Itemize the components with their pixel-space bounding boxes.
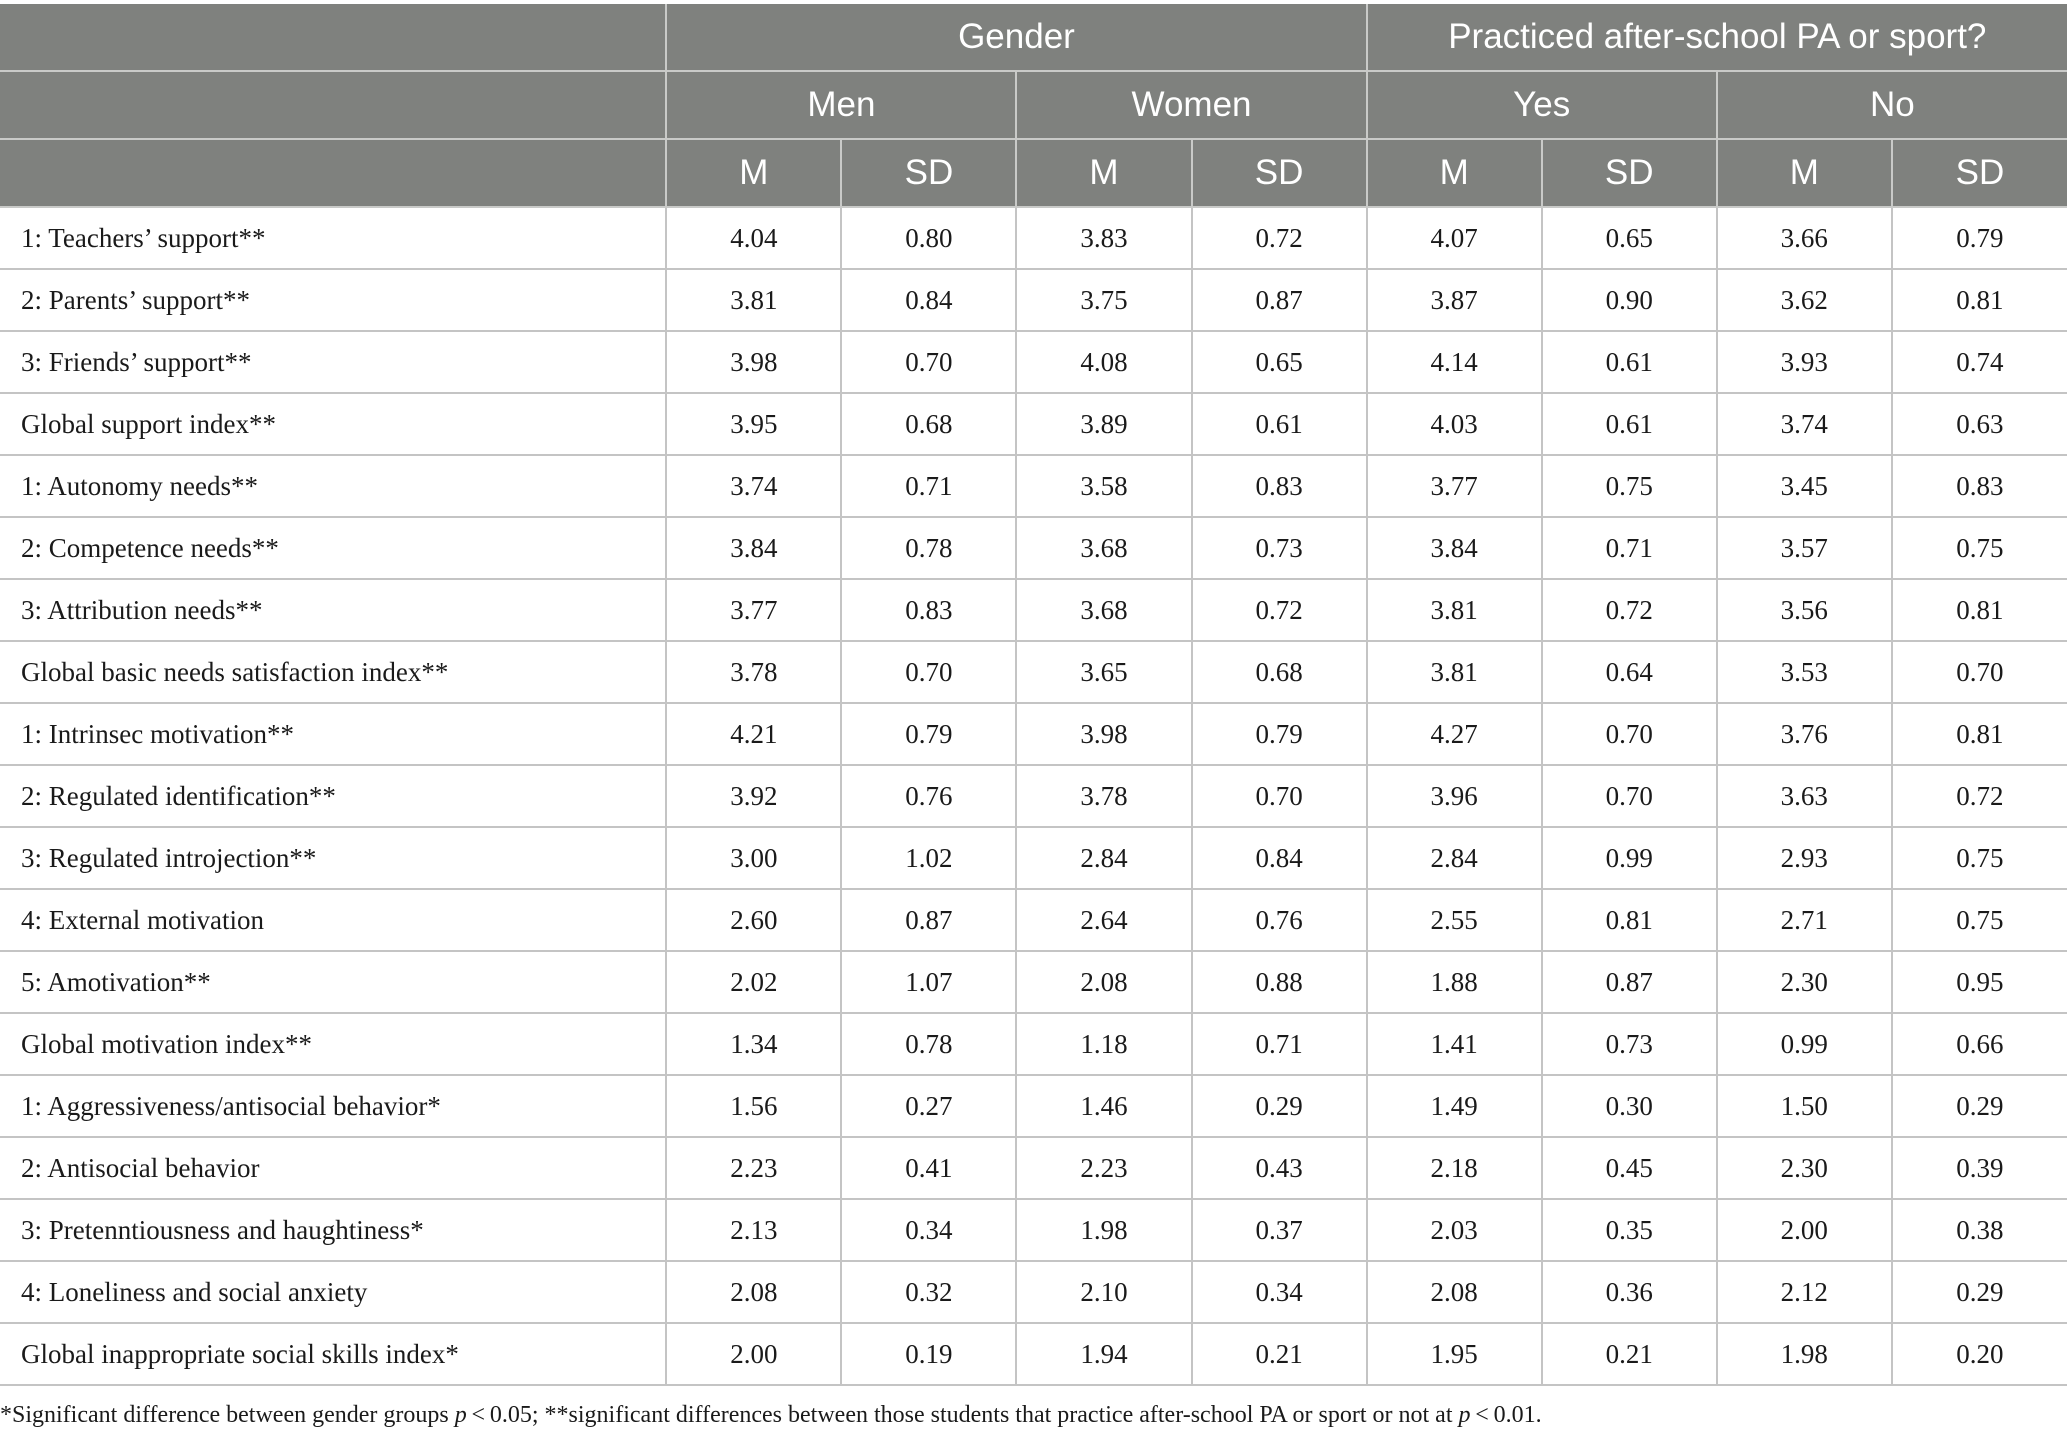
cell-mean: 2.55 xyxy=(1367,889,1542,951)
row-label: 3: Friends’ support** xyxy=(0,331,666,393)
cell-sd: 0.32 xyxy=(841,1261,1016,1323)
cell-sd: 0.81 xyxy=(1892,269,2067,331)
row-label: Global basic needs satisfaction index** xyxy=(0,641,666,703)
cell-sd: 0.71 xyxy=(841,455,1016,517)
cell-sd: 0.20 xyxy=(1892,1323,2067,1385)
header-row-stats xyxy=(0,139,2067,207)
footnote-text: *Significant difference between gender groups xyxy=(0,1402,455,1428)
cell-sd: 0.37 xyxy=(1192,1199,1367,1261)
cell-mean: 4.27 xyxy=(1367,703,1542,765)
cell-sd: 0.81 xyxy=(1892,579,2067,641)
row-label: 2: Regulated identification** xyxy=(0,765,666,827)
cell-sd: 0.61 xyxy=(1542,393,1717,455)
cell-mean: 3.57 xyxy=(1717,517,1892,579)
cell-sd: 0.76 xyxy=(1192,889,1367,951)
cell-mean: 2.93 xyxy=(1717,827,1892,889)
cell-mean: 1.95 xyxy=(1367,1323,1542,1385)
cell-sd: 0.99 xyxy=(1542,827,1717,889)
cell-mean: 3.77 xyxy=(1367,455,1542,517)
cell-mean: 4.14 xyxy=(1367,331,1542,393)
table-row xyxy=(0,1075,2067,1137)
cell-sd: 0.88 xyxy=(1192,951,1367,1013)
cell-sd: 0.45 xyxy=(1542,1137,1717,1199)
header-m: M xyxy=(1367,139,1542,207)
cell-sd: 0.71 xyxy=(1542,517,1717,579)
cell-mean: 3.84 xyxy=(666,517,841,579)
cell-sd: 0.78 xyxy=(841,1013,1016,1075)
footnote-text: < 0.05; **significant differences between those students that practice after-school PA or sport or not at xyxy=(466,1402,1459,1428)
row-label: 1: Intrinsec motivation** xyxy=(0,703,666,765)
cell-sd: 0.61 xyxy=(1192,393,1367,455)
cell-mean: 1.50 xyxy=(1717,1075,1892,1137)
header-row-subgroups xyxy=(0,71,2067,139)
cell-sd: 0.90 xyxy=(1542,269,1717,331)
cell-mean: 3.74 xyxy=(1717,393,1892,455)
header-sd: SD xyxy=(1892,139,2067,207)
row-label: Global support index** xyxy=(0,393,666,455)
cell-sd: 0.81 xyxy=(1892,703,2067,765)
cell-mean: 2.03 xyxy=(1367,1199,1542,1261)
table-row xyxy=(0,1261,2067,1323)
cell-sd: 0.95 xyxy=(1892,951,2067,1013)
header-sd: SD xyxy=(1192,139,1367,207)
cell-mean: 2.08 xyxy=(1016,951,1191,1013)
cell-sd: 0.43 xyxy=(1192,1137,1367,1199)
cell-mean: 3.58 xyxy=(1016,455,1191,517)
cell-mean: 2.00 xyxy=(666,1323,841,1385)
table-body xyxy=(0,207,2067,1385)
header-men: Men xyxy=(666,71,1016,139)
cell-sd: 0.83 xyxy=(841,579,1016,641)
cell-sd: 0.72 xyxy=(1892,765,2067,827)
cell-mean: 3.95 xyxy=(666,393,841,455)
cell-mean: 3.63 xyxy=(1717,765,1892,827)
cell-sd: 0.29 xyxy=(1892,1075,2067,1137)
cell-sd: 0.79 xyxy=(1892,207,2067,269)
cell-mean: 1.18 xyxy=(1016,1013,1191,1075)
cell-sd: 0.84 xyxy=(1192,827,1367,889)
cell-mean: 2.71 xyxy=(1717,889,1892,951)
cell-mean: 2.00 xyxy=(1717,1199,1892,1261)
cell-mean: 3.96 xyxy=(1367,765,1542,827)
table-row xyxy=(0,579,2067,641)
cell-mean: 3.74 xyxy=(666,455,841,517)
cell-sd: 1.07 xyxy=(841,951,1016,1013)
cell-mean: 1.98 xyxy=(1016,1199,1191,1261)
cell-mean: 3.87 xyxy=(1367,269,1542,331)
cell-mean: 1.94 xyxy=(1016,1323,1191,1385)
cell-mean: 3.53 xyxy=(1717,641,1892,703)
cell-sd: 0.72 xyxy=(1192,207,1367,269)
cell-mean: 3.89 xyxy=(1016,393,1191,455)
cell-sd: 0.29 xyxy=(1892,1261,2067,1323)
table-row xyxy=(0,331,2067,393)
header-sd: SD xyxy=(841,139,1016,207)
table-row xyxy=(0,641,2067,703)
row-label: 3: Pretenntiousness and haughtiness* xyxy=(0,1199,666,1261)
cell-mean: 3.92 xyxy=(666,765,841,827)
cell-sd: 0.66 xyxy=(1892,1013,2067,1075)
cell-sd: 0.35 xyxy=(1542,1199,1717,1261)
cell-sd: 0.83 xyxy=(1192,455,1367,517)
cell-sd: 0.34 xyxy=(841,1199,1016,1261)
cell-sd: 0.70 xyxy=(1892,641,2067,703)
cell-mean: 2.18 xyxy=(1367,1137,1542,1199)
cell-sd: 0.73 xyxy=(1542,1013,1717,1075)
cell-sd: 0.79 xyxy=(841,703,1016,765)
cell-mean: 3.78 xyxy=(1016,765,1191,827)
table-row xyxy=(0,1199,2067,1261)
header-practiced-pa: Practiced after-school PA or sport? xyxy=(1367,4,2067,71)
table-row xyxy=(0,889,2067,951)
row-label: 1: Autonomy needs** xyxy=(0,455,666,517)
row-label: 1: Teachers’ support** xyxy=(0,207,666,269)
cell-sd: 0.81 xyxy=(1542,889,1717,951)
cell-mean: 3.93 xyxy=(1717,331,1892,393)
row-label: 3: Attribution needs** xyxy=(0,579,666,641)
cell-sd: 0.72 xyxy=(1542,579,1717,641)
cell-sd: 0.61 xyxy=(1542,331,1717,393)
cell-sd: 0.41 xyxy=(841,1137,1016,1199)
cell-sd: 0.30 xyxy=(1542,1075,1717,1137)
cell-mean: 2.23 xyxy=(666,1137,841,1199)
row-label: 3: Regulated introjection** xyxy=(0,827,666,889)
row-label: 2: Antisocial behavior xyxy=(0,1137,666,1199)
cell-mean: 2.08 xyxy=(1367,1261,1542,1323)
cell-sd: 0.36 xyxy=(1542,1261,1717,1323)
cell-sd: 0.87 xyxy=(1192,269,1367,331)
table-row xyxy=(0,765,2067,827)
cell-sd: 0.39 xyxy=(1892,1137,2067,1199)
header-no: No xyxy=(1717,71,2067,139)
cell-sd: 0.74 xyxy=(1892,331,2067,393)
cell-sd: 0.70 xyxy=(841,641,1016,703)
cell-mean: 1.49 xyxy=(1367,1075,1542,1137)
cell-sd: 0.68 xyxy=(841,393,1016,455)
cell-sd: 0.29 xyxy=(1192,1075,1367,1137)
cell-mean: 2.64 xyxy=(1016,889,1191,951)
cell-sd: 0.76 xyxy=(841,765,1016,827)
row-label: 4: External motivation xyxy=(0,889,666,951)
cell-mean: 3.98 xyxy=(1016,703,1191,765)
cell-sd: 0.87 xyxy=(841,889,1016,951)
cell-mean: 1.88 xyxy=(1367,951,1542,1013)
cell-sd: 0.21 xyxy=(1192,1323,1367,1385)
row-label: Global inappropriate social skills index* xyxy=(0,1323,666,1385)
cell-mean: 4.21 xyxy=(666,703,841,765)
row-label: 2: Parents’ support** xyxy=(0,269,666,331)
cell-mean: 3.66 xyxy=(1717,207,1892,269)
cell-mean: 3.65 xyxy=(1016,641,1191,703)
header-sd: SD xyxy=(1542,139,1717,207)
footnote-p-symbol: p xyxy=(454,1402,467,1428)
table-row xyxy=(0,703,2067,765)
row-label: Global motivation index** xyxy=(0,1013,666,1075)
table-row xyxy=(0,207,2067,269)
cell-mean: 2.08 xyxy=(666,1261,841,1323)
cell-mean: 3.68 xyxy=(1016,517,1191,579)
cell-mean: 2.23 xyxy=(1016,1137,1191,1199)
table-row xyxy=(0,455,2067,517)
cell-mean: 0.99 xyxy=(1717,1013,1892,1075)
cell-sd: 0.87 xyxy=(1542,951,1717,1013)
header-yes: Yes xyxy=(1367,71,1717,139)
header-corner xyxy=(0,4,666,71)
cell-mean: 1.98 xyxy=(1717,1323,1892,1385)
row-label: 5: Amotivation** xyxy=(0,951,666,1013)
table-row xyxy=(0,269,2067,331)
cell-mean: 3.68 xyxy=(1016,579,1191,641)
cell-sd: 0.70 xyxy=(841,331,1016,393)
header-women: Women xyxy=(1016,71,1366,139)
cell-sd: 0.75 xyxy=(1542,455,1717,517)
header-row-groups xyxy=(0,4,2067,71)
cell-sd: 0.65 xyxy=(1542,207,1717,269)
cell-mean: 2.84 xyxy=(1367,827,1542,889)
table-row xyxy=(0,1013,2067,1075)
table-footnote xyxy=(0,1402,1542,1429)
cell-sd: 0.80 xyxy=(841,207,1016,269)
cell-sd: 1.02 xyxy=(841,827,1016,889)
cell-sd: 0.70 xyxy=(1542,765,1717,827)
cell-sd: 0.79 xyxy=(1192,703,1367,765)
cell-sd: 0.65 xyxy=(1192,331,1367,393)
cell-sd: 0.71 xyxy=(1192,1013,1367,1075)
cell-mean: 2.60 xyxy=(666,889,841,951)
cell-mean: 3.77 xyxy=(666,579,841,641)
cell-sd: 0.75 xyxy=(1892,517,2067,579)
table-header xyxy=(0,4,2067,207)
row-label: 2: Competence needs** xyxy=(0,517,666,579)
cell-mean: 4.04 xyxy=(666,207,841,269)
cell-sd: 0.78 xyxy=(841,517,1016,579)
row-label: 4: Loneliness and social anxiety xyxy=(0,1261,666,1323)
cell-mean: 4.08 xyxy=(1016,331,1191,393)
footnote-text: < 0.01. xyxy=(1470,1402,1542,1428)
cell-mean: 1.34 xyxy=(666,1013,841,1075)
table-row xyxy=(0,1323,2067,1385)
cell-sd: 0.38 xyxy=(1892,1199,2067,1261)
header-m: M xyxy=(666,139,841,207)
cell-mean: 3.83 xyxy=(1016,207,1191,269)
cell-mean: 2.10 xyxy=(1016,1261,1191,1323)
cell-mean: 2.02 xyxy=(666,951,841,1013)
cell-sd: 0.34 xyxy=(1192,1261,1367,1323)
cell-mean: 1.56 xyxy=(666,1075,841,1137)
cell-mean: 3.56 xyxy=(1717,579,1892,641)
cell-mean: 3.62 xyxy=(1717,269,1892,331)
cell-mean: 3.81 xyxy=(1367,641,1542,703)
table-row xyxy=(0,951,2067,1013)
cell-sd: 0.63 xyxy=(1892,393,2067,455)
cell-sd: 0.19 xyxy=(841,1323,1016,1385)
row-label: 1: Aggressiveness/antisocial behavior* xyxy=(0,1075,666,1137)
header-corner xyxy=(0,71,666,139)
table-row xyxy=(0,517,2067,579)
cell-mean: 2.30 xyxy=(1717,1137,1892,1199)
cell-sd: 0.64 xyxy=(1542,641,1717,703)
header-corner xyxy=(0,139,666,207)
header-m: M xyxy=(1717,139,1892,207)
cell-mean: 4.03 xyxy=(1367,393,1542,455)
cell-mean: 3.00 xyxy=(666,827,841,889)
cell-sd: 0.73 xyxy=(1192,517,1367,579)
cell-mean: 2.12 xyxy=(1717,1261,1892,1323)
cell-mean: 3.98 xyxy=(666,331,841,393)
data-table xyxy=(0,4,2067,1386)
cell-mean: 3.75 xyxy=(1016,269,1191,331)
cell-sd: 0.84 xyxy=(841,269,1016,331)
cell-sd: 0.21 xyxy=(1542,1323,1717,1385)
cell-mean: 3.76 xyxy=(1717,703,1892,765)
footnote-p-symbol: p xyxy=(1458,1402,1471,1428)
cell-mean: 3.81 xyxy=(666,269,841,331)
cell-sd: 0.68 xyxy=(1192,641,1367,703)
cell-sd: 0.75 xyxy=(1892,889,2067,951)
cell-mean: 4.07 xyxy=(1367,207,1542,269)
table-row xyxy=(0,827,2067,889)
cell-mean: 2.84 xyxy=(1016,827,1191,889)
cell-mean: 2.30 xyxy=(1717,951,1892,1013)
cell-mean: 3.84 xyxy=(1367,517,1542,579)
header-gender: Gender xyxy=(666,4,1366,71)
cell-sd: 0.83 xyxy=(1892,455,2067,517)
cell-mean: 3.81 xyxy=(1367,579,1542,641)
cell-sd: 0.72 xyxy=(1192,579,1367,641)
cell-sd: 0.75 xyxy=(1892,827,2067,889)
cell-mean: 1.46 xyxy=(1016,1075,1191,1137)
header-m: M xyxy=(1016,139,1191,207)
cell-mean: 1.41 xyxy=(1367,1013,1542,1075)
cell-sd: 0.27 xyxy=(841,1075,1016,1137)
table-row xyxy=(0,1137,2067,1199)
cell-sd: 0.70 xyxy=(1542,703,1717,765)
cell-sd: 0.70 xyxy=(1192,765,1367,827)
cell-mean: 2.13 xyxy=(666,1199,841,1261)
table-row xyxy=(0,393,2067,455)
cell-mean: 3.78 xyxy=(666,641,841,703)
cell-mean: 3.45 xyxy=(1717,455,1892,517)
